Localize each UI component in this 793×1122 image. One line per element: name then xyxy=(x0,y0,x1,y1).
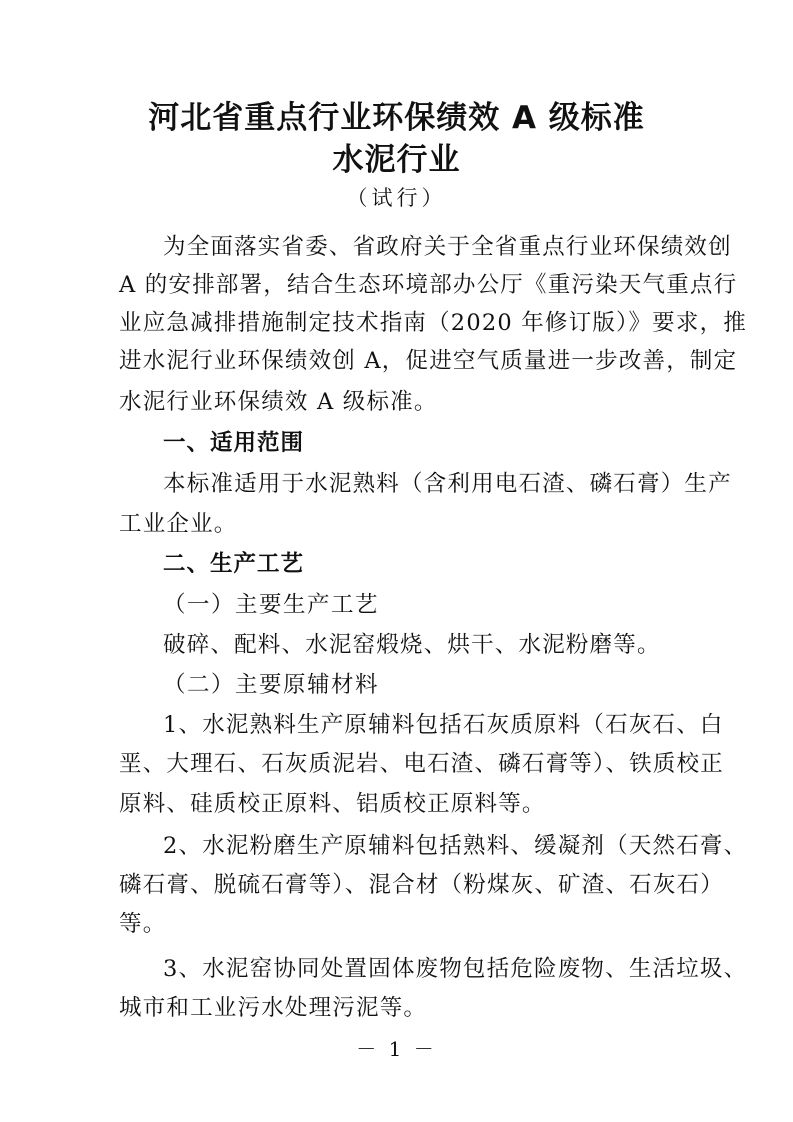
materials-item-2-line: 2、水泥粉磨生产原辅料包括熟料、缓凝剂（天然石膏、 xyxy=(163,833,748,859)
document-title: 河北省重点行业环保绩效 A 级标准 xyxy=(148,100,645,136)
intro-paragraph-line: 水泥行业环保绩效 A 级标准。 xyxy=(119,389,438,415)
materials-item-3-line: 3、水泥窑协同处置固体废物包括危险废物、生活垃圾、 xyxy=(163,956,748,982)
materials-item-2-line: 磷石膏、脱硫石膏等）、混合材（粉煤灰、矿渣、石灰石） xyxy=(119,872,724,898)
materials-item-3-line: 城市和工业污水处理污泥等。 xyxy=(119,995,428,1021)
materials-item-2-line: 等。 xyxy=(119,911,167,937)
scope-paragraph-line: 本标准适用于水泥熟料（含利用电石渣、磷石膏）生产 xyxy=(163,471,732,497)
intro-paragraph-line: 业应急减排措施制定技术指南（2020 年修订版）》要求，推 xyxy=(119,310,747,336)
scope-paragraph-line: 工业企业。 xyxy=(119,511,238,537)
section-heading-scope: 一、适用范围 xyxy=(163,430,305,456)
section-heading-process: 二、生产工艺 xyxy=(163,551,305,577)
intro-paragraph-line: 进水泥行业环保绩效创 A，促进空气质量进一步改善，制定 xyxy=(119,348,738,374)
document-subtitle: （试行） xyxy=(346,186,447,210)
intro-paragraph-line: 为全面落实省委、省政府关于全省重点行业环保绩效创 xyxy=(163,234,732,260)
materials-item-1-line: 原料、硅质校正原料、铝质校正原料等。 xyxy=(119,791,546,817)
subsection-heading-raw-materials: （二）主要原辅材料 xyxy=(163,672,380,698)
subsection-heading-main-process: （一）主要生产工艺 xyxy=(163,592,380,618)
page-number: － 1 － xyxy=(356,1037,437,1061)
intro-paragraph-line: A 的安排部署，结合生态环境部办公厅《重污染天气重点行 xyxy=(119,272,738,298)
materials-item-1-line: 垩、大理石、石灰质泥岩、电石渣、磷石膏等）、铁质校正 xyxy=(119,751,724,777)
document-title-industry: 水泥行业 xyxy=(332,142,461,178)
process-paragraph-line: 破碎、配料、水泥窑煅烧、烘干、水泥粉磨等。 xyxy=(163,632,661,658)
materials-item-1-line: 1、水泥熟料生产原辅料包括石灰质原料（石灰石、白 xyxy=(163,712,724,738)
